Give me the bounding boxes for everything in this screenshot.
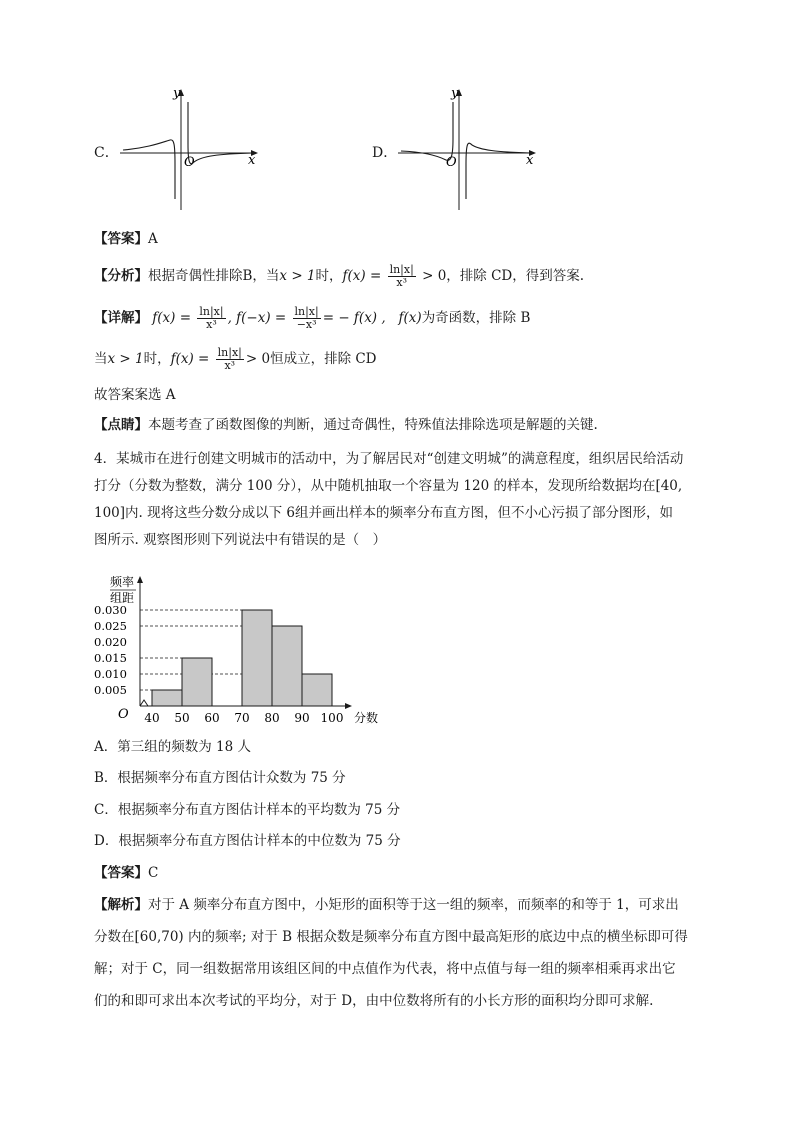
comment-1: 【点睛】本题考查了函数图像的判断，通过奇偶性，特殊值法排除选项是解题的关键. bbox=[94, 417, 598, 433]
y-axis-label: y bbox=[451, 86, 459, 101]
origin-label: O bbox=[118, 707, 129, 722]
y-tick-label: 0.020 bbox=[94, 635, 127, 649]
x-axis-label: x bbox=[248, 153, 256, 168]
x-tick-label: 50 bbox=[174, 711, 190, 725]
y-tick-label: 0.015 bbox=[94, 651, 127, 665]
question-4-line-3: 100]内. 现将这些分数分成以下 6组并画出样本的频率分布直方图，但不小心污损了部分图形，如 bbox=[94, 505, 673, 521]
curve-right bbox=[466, 143, 531, 199]
x-tick-label: 100 bbox=[320, 711, 344, 725]
graph-d bbox=[396, 84, 546, 214]
option-a: A．第三组的频数为 18 人 bbox=[94, 739, 252, 755]
detail-2: 当x > 1时，f(x) = $\frac{\ln|x|}{\text{x³}}$ > 0恒成立，排除 CD bbox=[94, 346, 377, 372]
y-tick-label: 0.010 bbox=[94, 667, 127, 681]
y-tick-label: 0.005 bbox=[94, 683, 127, 697]
ylabel-bottom: 组距 bbox=[110, 591, 135, 605]
x-axis-label: x bbox=[526, 153, 534, 168]
option-d-label: D． bbox=[372, 145, 398, 161]
x-tick-label: 60 bbox=[204, 711, 220, 725]
question-4-line-2: 打分（分数为整数，满分 100 分），从中随机抽取一个容量为 120 的样本，发现所给数据均在[40, bbox=[94, 478, 683, 494]
answer-1: 【答案】A bbox=[94, 231, 158, 247]
axis-break bbox=[140, 700, 148, 706]
frequency-histogram bbox=[90, 572, 390, 732]
ylabel-top: 频率 bbox=[110, 575, 135, 589]
option-b: B．根据频率分布直方图估计众数为 75 分 bbox=[94, 770, 346, 786]
fraction: $\frac{\ln|x|}{\text{−x³}}$ bbox=[294, 305, 319, 331]
y-tick-label: 0.030 bbox=[94, 603, 127, 617]
detail-1: 【详解】 f(x) = $\frac{\ln|x|}{\text{x³}}$ , f(−x) = $\frac{\ln|x|}{\text{−x³}}$ = − f(x) , f(x)为奇函数，排除 B bbox=[94, 305, 531, 331]
x-tick-label: 40 bbox=[144, 711, 160, 725]
x-axis-arrow bbox=[345, 703, 352, 709]
origin-label: O bbox=[446, 155, 457, 170]
fraction: $\frac{\ln|x|}{\text{x³}}$ bbox=[199, 305, 224, 331]
fraction: $\frac{\ln|x|}{\text{x³}}$ bbox=[217, 346, 242, 372]
histogram-bar bbox=[182, 658, 212, 706]
x-tick-label: 70 bbox=[234, 711, 250, 725]
histogram-bar bbox=[272, 626, 302, 706]
option-c: C．根据频率分布直方图估计样本的平均数为 75 分 bbox=[94, 802, 401, 818]
fraction: $\frac{\ln|x|}{\text{x³}}$ bbox=[389, 263, 414, 289]
origin-label: O bbox=[184, 155, 195, 170]
explanation-2-line-3: 解；对于 C，同一组数据常用该组区间的中点值作为代表，将中点值与每一组的频率相乘再求出它 bbox=[94, 961, 676, 977]
y-axis-arrow bbox=[137, 576, 143, 583]
histogram-bar bbox=[152, 690, 182, 706]
answer-2: 【答案】C bbox=[94, 865, 159, 881]
question-4-line-1: 4．某城市在进行创建文明城市的活动中，为了解居民对“创建文明城”的满意程度，组织居民给活动 bbox=[94, 451, 684, 467]
explanation-2-line-4: 们的和即可求出本次考试的平均分，对于 D，由中位数将所有的小长方形的面积均分即可求解. bbox=[94, 993, 654, 1009]
x-tick-label: 90 bbox=[294, 711, 310, 725]
option-d: D．根据频率分布直方图估计样本的中位数为 75 分 bbox=[94, 833, 401, 849]
question-4-line-4: 图所示. 观察图形则下列说法中有错误的是（ ） bbox=[94, 532, 387, 548]
conclusion-1: 故答案案选 A bbox=[94, 387, 176, 403]
histogram-bar bbox=[302, 674, 332, 706]
curve-right bbox=[188, 102, 253, 164]
option-c-label: C． bbox=[94, 145, 119, 161]
curve-left bbox=[123, 140, 175, 199]
curve-left bbox=[401, 102, 453, 160]
histogram-bar bbox=[242, 610, 272, 706]
y-tick-label: 0.025 bbox=[94, 619, 127, 633]
analysis-1: 【分析】根据奇偶性排除B，当x > 1时，f(x) = $\frac{\ln|x|}{\text{x³}}$ > 0，排除 CD，得到答案. bbox=[94, 263, 585, 289]
x-tick-label: 80 bbox=[264, 711, 280, 725]
xlabel: 分数 bbox=[354, 711, 379, 725]
explanation-2-line-1: 【解析】对于 A 频率分布直方图中，小矩形的面积等于这一组的频率，而频率的和等于 1，可求出 bbox=[94, 897, 679, 913]
y-axis-label: y bbox=[173, 86, 181, 101]
explanation-2-line-2: 分数在[60,70) 内的频率; 对于 B 根据众数是频率分布直方图中最高矩形的底边中点的横坐标即可得 bbox=[94, 929, 688, 945]
graph-c bbox=[118, 84, 268, 214]
